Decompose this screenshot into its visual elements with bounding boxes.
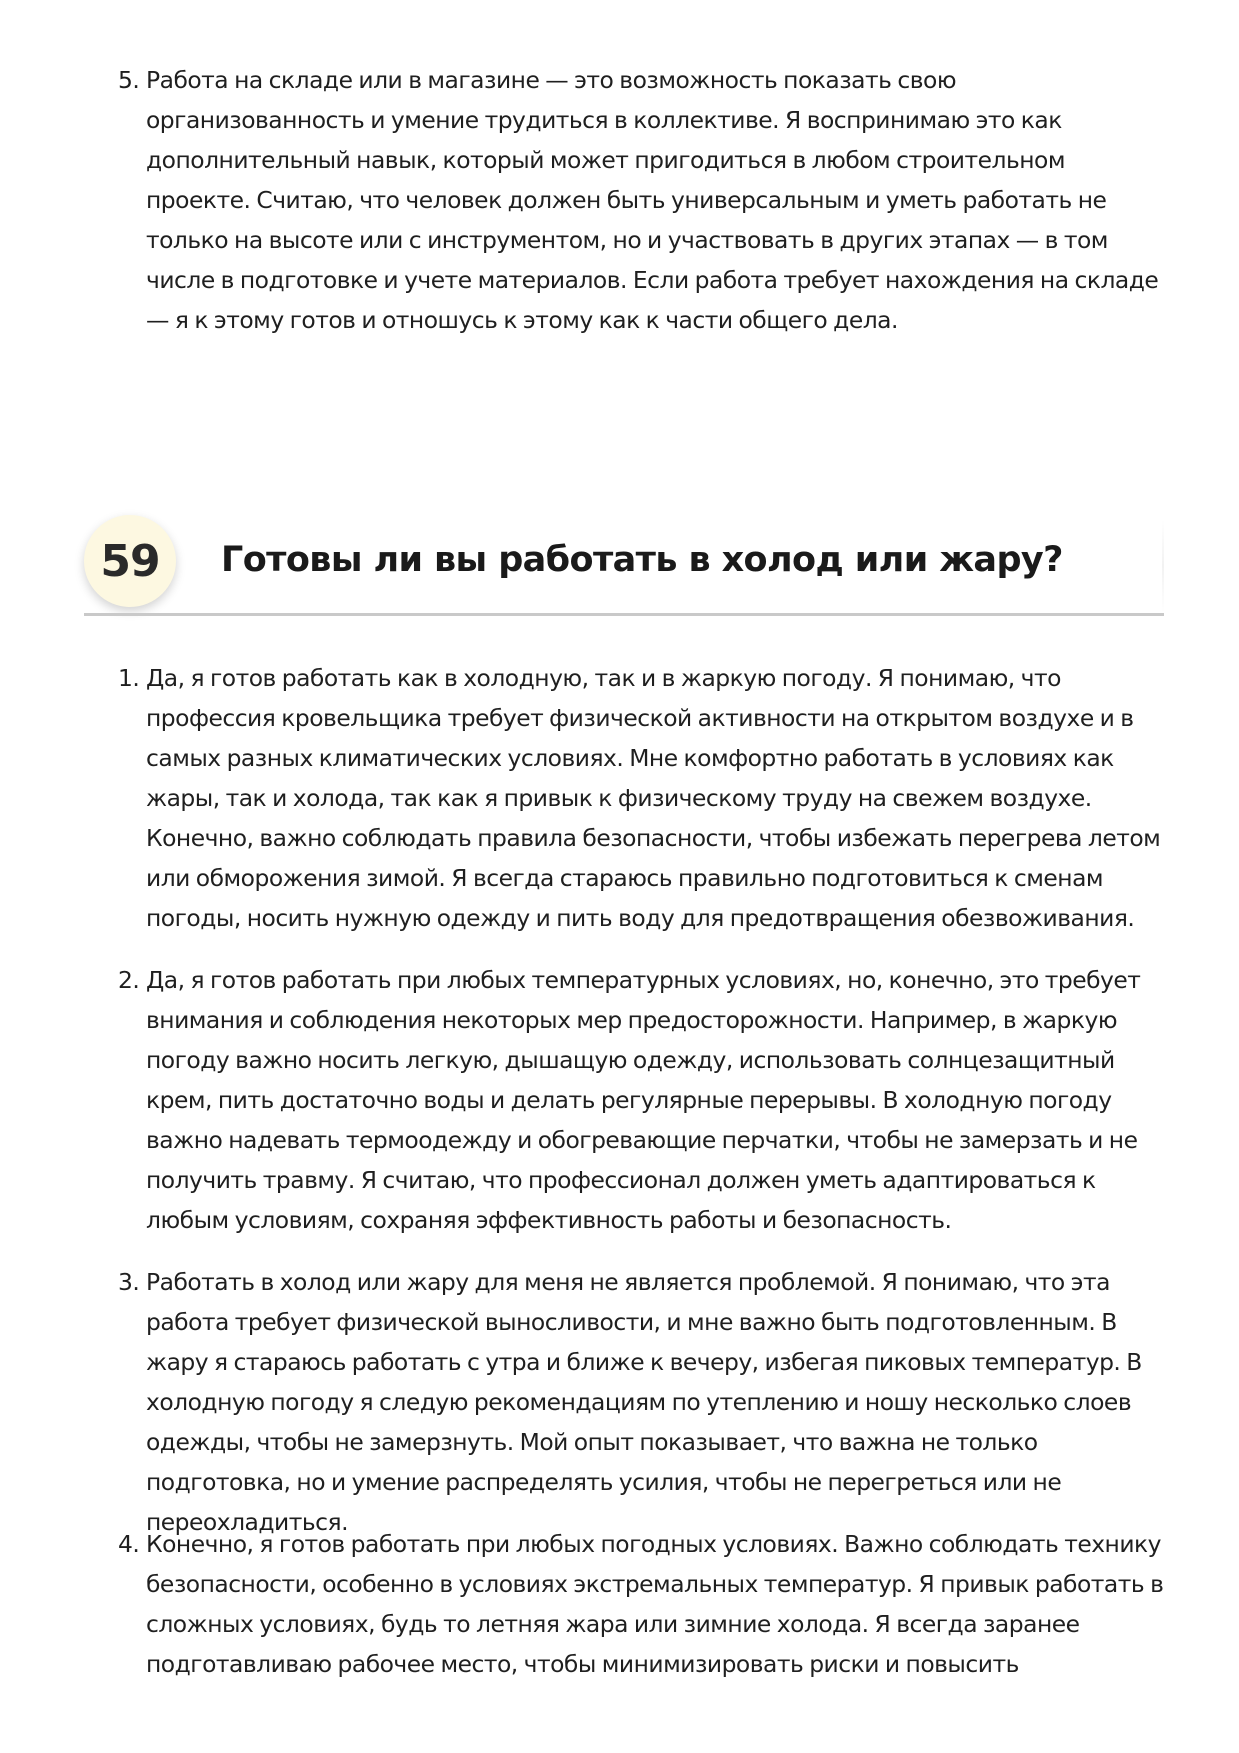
question-number-badge: 59 bbox=[84, 515, 176, 607]
header-shadow bbox=[1162, 519, 1164, 613]
answer-text: Конечно, я готов работать при любых погодных условиях. Важно соблюдать технику безопасности, особенно в условиях экстремальных температур. Я привык работать в сложных условиях, будь то летняя жара или зимние холода. Я всегда заранее подготавливаю рабочее место, чтобы минимизировать риски и повысить bbox=[146, 1530, 1164, 1678]
answer-text: Да, я готов работать как в холодную, так и в жаркую погоду. Я понимаю, что профессия кровельщика требует физической активности на открытом воздухе и в самых разных климатических условиях. Мне комфортно работать в условиях как жары, так и холода, так как я привык к физическому труду на свежем воздухе. Конечно, важно соблюдать правила безопасности, чтобы избежать перегрева летом или обморожения зимой. Я всегда стараюсь правильно подготовиться к сменам погоды, носить нужную одежду и пить воду для предотвращения обезвоживания. bbox=[146, 664, 1161, 932]
answer-number: 2. bbox=[118, 966, 140, 994]
answer-item bbox=[118, 658, 1168, 938]
answer-number: 4. bbox=[118, 1530, 140, 1558]
answer-text: Да, я готов работать при любых температурных условиях, но, конечно, это требует внимания и соблюдения некоторых мер предосторожности. Например, в жаркую погоду важно носить легкую, дышащую одежду, использовать солнцезащитный крем, пить достаточно воды и делать регулярные перерывы. В холодную погоду важно надевать термоодежду и обогревающие перчатки, чтобы не замерзать и не получить травму. Я считаю, что профессионал должен уметь адаптироваться к любым условиям, сохраняя эффективность работы и безопасность. bbox=[146, 966, 1141, 1234]
answer-text: Работать в холод или жару для меня не является проблемой. Я понимаю, что эта работа требует физической выносливости, и мне важно быть подготовленным. В жару я стараюсь работать с утра и ближе к вечеру, избегая пиковых температур. В холодную погоду я следую рекомендациям по утеплению и ношу несколько слоев одежды, чтобы не замерзнуть. Мой опыт показывает, что важна не только подготовка, но и умение распределять усилия, чтобы не перегреться или не переохладиться. bbox=[146, 1268, 1142, 1536]
answer-item bbox=[118, 1524, 1168, 1684]
answer-item bbox=[118, 1262, 1168, 1542]
list-item-number: 5. bbox=[118, 66, 140, 94]
answer-number: 3. bbox=[118, 1268, 140, 1296]
list-item-text: Работа на складе или в магазине — это возможность показать свою организованность и умение трудиться в коллективе. Я воспринимаю это как дополнительный навык, который может пригодиться в любом строительном проекте. Считаю, что человек должен быть универсальным и уметь работать не только на высоте или с инструментом, но и участвовать в других этапах — в том числе в подготовке и учете материалов. Если работа требует нахождения на складе — я к этому готов и отношусь к этому как к части общего дела. bbox=[146, 66, 1159, 334]
header-divider bbox=[84, 613, 1164, 616]
question-header bbox=[84, 515, 1164, 619]
question-title: Готовы ли вы работать в холод или жару? bbox=[221, 540, 1063, 580]
answer-number: 1. bbox=[118, 664, 140, 692]
answer-item bbox=[118, 960, 1168, 1240]
list-item bbox=[118, 60, 1168, 340]
